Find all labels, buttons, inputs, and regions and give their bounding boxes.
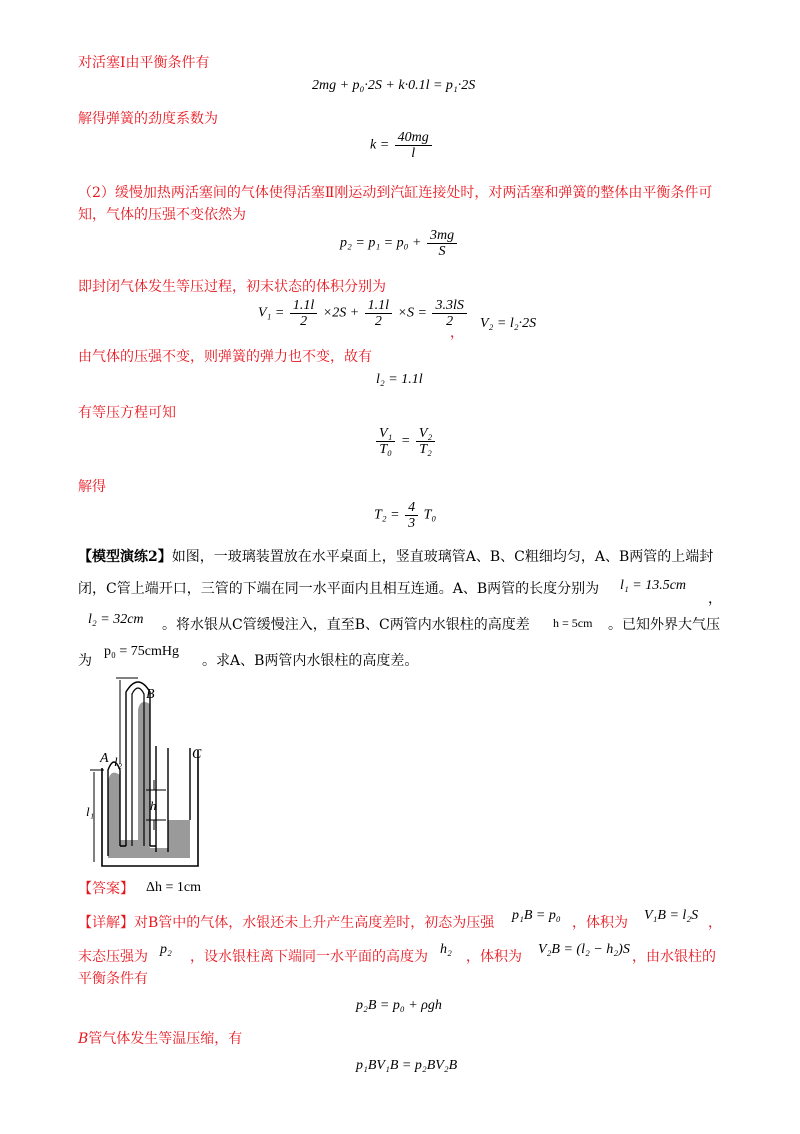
numerator: V₁ bbox=[376, 426, 395, 442]
comma: ， bbox=[450, 325, 464, 341]
eq-part: V₁ = bbox=[258, 305, 285, 321]
text-line: 解得 bbox=[78, 479, 106, 495]
denominator: 2 bbox=[300, 314, 308, 329]
detail-text: B管气体发生等温压缩，有 bbox=[78, 1031, 243, 1047]
eq-part: T₀ bbox=[423, 507, 437, 523]
text-line: 有等压方程可知 bbox=[78, 405, 176, 421]
eq-part: = bbox=[400, 433, 411, 449]
text-line: 对活塞Ⅰ由平衡条件有 bbox=[78, 55, 210, 71]
denominator: S bbox=[438, 244, 446, 259]
detail-text: ，由水银柱的 bbox=[632, 949, 716, 965]
detail-text: 管气体发生等温压缩，有 bbox=[88, 1031, 243, 1047]
answer-label: 【答案】 bbox=[78, 881, 134, 897]
formula-v2b: V₂B = (l₂ − h₂)S bbox=[538, 942, 630, 957]
equation-p2 bbox=[340, 228, 459, 259]
equation-v1 bbox=[258, 298, 469, 329]
label-b: B bbox=[146, 687, 155, 702]
eq-part: ×S = bbox=[397, 305, 427, 321]
text-line: （2）缓慢加热两活塞间的气体使得活塞Ⅱ刚运动到汽缸连接处时，对两活塞和弹簧的整体由平衡条件可 bbox=[78, 185, 713, 201]
denominator: 2 bbox=[374, 314, 382, 329]
formula-h: h = 5cm bbox=[553, 616, 593, 630]
label-h: h bbox=[150, 798, 157, 813]
detail-line bbox=[78, 912, 494, 934]
text-line: 由气体的压强不变，则弹簧的弹力也不变，故有 bbox=[78, 349, 372, 365]
numerator: 40mg bbox=[395, 130, 432, 146]
formula-l1: l₁ = 13.5cm bbox=[620, 578, 687, 593]
eq-part: k = bbox=[370, 137, 390, 153]
equation-balance: 2mg + p₀·2S + k·0.1l = p₁·2S bbox=[312, 78, 476, 93]
problem-line: 。已知外界大气压 bbox=[608, 617, 720, 633]
formula-p1b: p₁B = p₀ bbox=[512, 908, 561, 923]
detail-text: 末态压强为 bbox=[78, 949, 148, 965]
numerator: 1.1l bbox=[365, 298, 392, 314]
problem-line bbox=[78, 546, 713, 568]
fraction bbox=[416, 426, 435, 457]
equation-ratio bbox=[374, 426, 437, 457]
formula-p0: p₀ = 75cmHg bbox=[104, 644, 179, 659]
formula-boyle: p₁BV₁B = p₂BV₂B bbox=[356, 1058, 458, 1073]
problem-line: 为 bbox=[78, 653, 92, 669]
text-line: 解得弹簧的劲度系数为 bbox=[78, 111, 218, 127]
denominator: T₀ bbox=[379, 442, 393, 457]
problem-line: 。求A、B两管内水银柱的高度差。 bbox=[202, 653, 419, 669]
fraction bbox=[405, 500, 418, 531]
numerator: 3mg bbox=[427, 228, 457, 244]
problem-title: 【模型演练2】 bbox=[78, 549, 172, 565]
detail-text: ，体积为 bbox=[466, 949, 522, 965]
text-line: 即封闭气体发生等压过程，初末状态的体积分别为 bbox=[78, 279, 386, 295]
fraction bbox=[395, 130, 432, 161]
answer-value: Δh = 1cm bbox=[146, 880, 202, 895]
denominator: l bbox=[411, 146, 416, 161]
fraction bbox=[290, 298, 317, 329]
fraction bbox=[427, 228, 457, 259]
formula-p2b: p₂B = p₀ + ρgh bbox=[356, 998, 442, 1013]
denominator: 2 bbox=[446, 314, 454, 329]
numerator: V₂ bbox=[416, 426, 435, 442]
equation-l2: l₂ = 1.1l bbox=[376, 372, 423, 387]
detail-text: ， bbox=[708, 915, 722, 931]
label-l2: l₂ bbox=[114, 754, 123, 769]
detail-label: 【详解】 bbox=[78, 915, 134, 931]
label-a: A bbox=[100, 751, 109, 766]
denominator: T₂ bbox=[419, 442, 432, 457]
label-c: C bbox=[192, 747, 202, 762]
formula-l2: l₂ = 32cm bbox=[88, 612, 144, 627]
eq-part: T₂ = bbox=[374, 507, 400, 523]
fraction bbox=[365, 298, 392, 329]
problem-line: 。将水银从C管缓慢注入，直至B、C两管内水银柱的高度差 bbox=[162, 617, 530, 633]
numerator: 4 bbox=[405, 500, 418, 516]
problem-line: 闭，C管上端开口，三管的下端在同一水平面内且相互连通。A、B两管的长度分别为 bbox=[78, 581, 600, 597]
numerator: 1.1l bbox=[290, 298, 317, 314]
separator: ， bbox=[708, 591, 722, 607]
detail-text: 平衡条件有 bbox=[78, 971, 148, 987]
formula-p2: p₂ bbox=[160, 942, 172, 957]
eq-part: p₂ = p₁ = p₀ + bbox=[340, 235, 422, 251]
u-tube-figure bbox=[80, 670, 230, 880]
detail-text: 对B管中的气体，水银还未上升产生高度差时，初态为压强 bbox=[134, 915, 495, 931]
eq-part: ×2S + bbox=[322, 305, 360, 321]
equation-t2 bbox=[374, 500, 436, 531]
formula-h2: h₂ bbox=[440, 942, 452, 957]
fraction bbox=[376, 426, 395, 457]
equation-k bbox=[370, 130, 434, 161]
numerator: 3.3lS bbox=[432, 298, 466, 314]
label-l1: l₁ bbox=[86, 804, 95, 819]
detail-text: ，体积为 bbox=[572, 915, 628, 931]
text-line: 知，气体的压强不变依然为 bbox=[78, 207, 246, 223]
formula-v1b: V₁B = l₂S bbox=[644, 908, 699, 923]
problem-text: 如图，一玻璃装置放在水平桌面上，竖直玻璃管A、B、C粗细均匀，A、B两管的上端封 bbox=[171, 549, 714, 565]
equation-v2: V₂ = l₂·2S bbox=[480, 316, 537, 331]
denominator: 3 bbox=[408, 516, 416, 531]
detail-text: ，设水银柱离下端同一水平面的高度为 bbox=[190, 949, 428, 965]
